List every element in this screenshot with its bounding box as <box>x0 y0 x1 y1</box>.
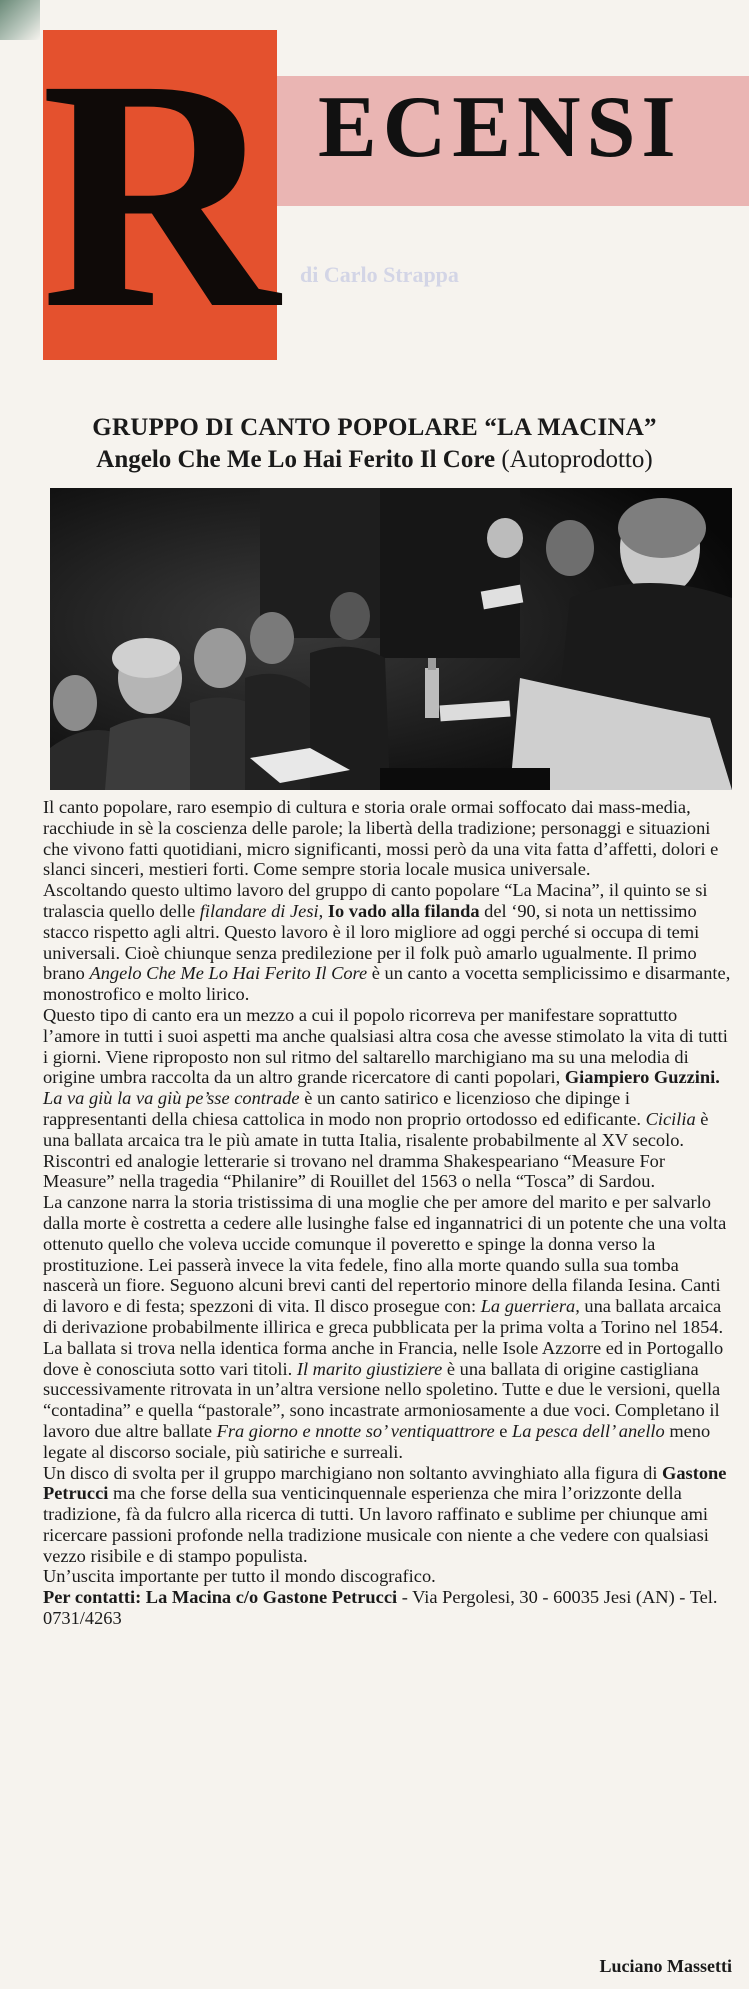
text-run: del ‘90, si nota un nettissimo stacco rispetto agli altri. Questo lavoro è il loro migliore ad oggi perché si occupa di temi universali. Cioè chiunque senza predilezione per il folk può amarlo ugualmente. Il primo brano <box>43 900 700 984</box>
text-run: è una ballata di origine castigliana successivamente ritrovata in un’altra versione nello spoletino. Tutte e due le versioni, quella “contadina” e quella “pastorale”, sono incastrate armoniosamente a due voci. Completano il lavoro due altre ballate <box>43 1358 721 1441</box>
text-run: , <box>318 900 328 921</box>
album-title: Angelo Che Me Lo Hai Ferito Il Core <box>96 446 496 473</box>
contact-address: - Via Pergolesi, 30 - 60035 Jesi (AN) - Tel. 0731/4263 <box>43 1587 718 1629</box>
text-run: Un’uscita importante per tutto il mondo discografico. <box>43 1566 436 1587</box>
paragraph-6 <box>43 1566 733 1587</box>
article-subtitle <box>0 446 749 474</box>
italic-title: La guerriera, <box>480 1296 580 1317</box>
contact-label: Per contatti: La Macina c/o Gastone Petrucci <box>43 1587 398 1608</box>
page-corner-shade <box>0 0 40 40</box>
text-run: Ascoltando questo ultimo lavoro del gruppo di canto popolare “La Macina”, il quinto se si tralascia quello delle <box>43 880 708 921</box>
album-label: (Autoprodotto) <box>501 446 653 473</box>
paragraph-5 <box>43 1463 733 1567</box>
bold-name: Giampiero Guzzini. <box>564 1067 720 1088</box>
contact-line <box>43 1587 733 1629</box>
italic-title: filandare di Jesi <box>199 900 319 921</box>
text-run: è un canto satirico e licenzioso che dipinge i rappresentanti della chiesa cattolica in modo non proprio ortodosso ed edificante. <box>43 1088 646 1129</box>
section-header-word: ECENSI <box>318 79 682 176</box>
article-body <box>43 797 733 1629</box>
text-run: è un canto a vocetta semplicissimo e disarmante, monostrofico e molto lirico. <box>43 963 731 1005</box>
paragraph-4 <box>43 1192 733 1462</box>
show-through-text: di Carlo Strappa <box>300 262 459 287</box>
text-run: e <box>494 1420 513 1441</box>
text-run: meno legate al discorso sociale, più satiriche e surreali. <box>43 1420 711 1462</box>
italic-title: Il marito giustiziere <box>296 1358 443 1379</box>
italic-title: La va giù la va giù pe’sse contrade <box>43 1088 300 1109</box>
bold-title: Io vado alla filanda <box>327 900 480 921</box>
concert-photo <box>50 488 732 790</box>
initial-letter: R <box>40 12 280 377</box>
paragraph-1 <box>43 797 733 880</box>
text-run: una ballata arcaica di derivazione probabilmente illirica e greca pubblicata per la prima volta a Torino nel 1854. La ballata si trova nella identica forma anche in Francia, nelle Isole Azzorre ed in Portogallo dove è conosciuta sotto vari titoli. <box>43 1296 724 1379</box>
article-title: GRUPPO DI CANTO POPOLARE “LA MACINA” <box>92 414 657 441</box>
author-byline: Luciano Massetti <box>599 1956 732 1976</box>
text-run: ma che forse della sua venticinquennale esperienza che mira l’orizzonte della tradizione, fà da fulcro alla ricerca di tutti. Un lavoro raffinato e sublime per chiunque ami ricercare passioni profonde nella tradizione musicale con niente a che vedere con qualsiasi vezzo risibile e di stampo populista. <box>43 1483 709 1566</box>
text-run: Un disco di svolta per il gruppo marchigiano non soltanto avvinghiato alla figura di <box>43 1462 663 1483</box>
paragraph-2 <box>43 880 733 1005</box>
italic-title: La pesca dell’ anello <box>512 1420 665 1441</box>
paragraph-1-text: Il canto popolare, raro esempio di cultura e storia orale ormai soffocato dai mass-media, racchiude in sè la coscienza delle parole; la libertà della tradizione; personaggi e situazioni che vivono fatti quotidiani, micro significanti, mossi però da una vita fatta d’affetti, dolori e slanci sinceri, mestieri forti. Come sempre storia locale musica universale. <box>43 797 719 880</box>
italic-title: Cicilia <box>645 1108 696 1129</box>
text-run: Questo tipo di canto era un mezzo a cui il popolo ricorreva per manifestare soprattutto l’amore in tutti i suoi aspetti ma anche qualsiasi altra cosa che avesse stimolato la vita di tutti i giorni. Viene riproposto non sul ritmo del saltarello marchigiano ma su una melodia di origine umbra raccolta da un altro grande ricercatore di canti popolari, <box>43 1004 728 1088</box>
text-run: La canzone narra la storia tristissima di una moglie che per amore del marito e per salvarlo dalla morte è costretta a cedere alle lusinghe false ed ingannatrici di un potente che una volta ottenuto quello che voleva uccide comunque il poveretto e spinge la donna verso la prostituzione. Lei passerà invece la vita fedele, fino alla morte quando sulla sua tomba nascerà un fiore. Seguono alcuni brevi canti del repertorio minore della filanda Iesina. Canti di lavoro e di festa; spezzoni di vita. Il disco prosegue con: <box>43 1192 727 1317</box>
italic-title: Angelo Che Me Lo Hai Ferito Il Core <box>89 963 368 984</box>
paragraph-3 <box>43 1005 733 1192</box>
text-run: è una ballata arcaica tra le più amate in tutta Italia, risalente probabilmente al XV secolo. Riscontri ed analogie letterarie si trovano nel dramma Shakespeariano “Measure For Measure” nella tragedia “Philanire” di Rouillet del 1563 o nella “Tosca” di Sardou. <box>43 1108 709 1192</box>
concert-photo-image <box>50 488 732 790</box>
bold-name: Gastone Petrucci <box>43 1462 727 1504</box>
italic-title: Fra giorno e nnotte so’ ventiquattrore <box>216 1420 495 1441</box>
